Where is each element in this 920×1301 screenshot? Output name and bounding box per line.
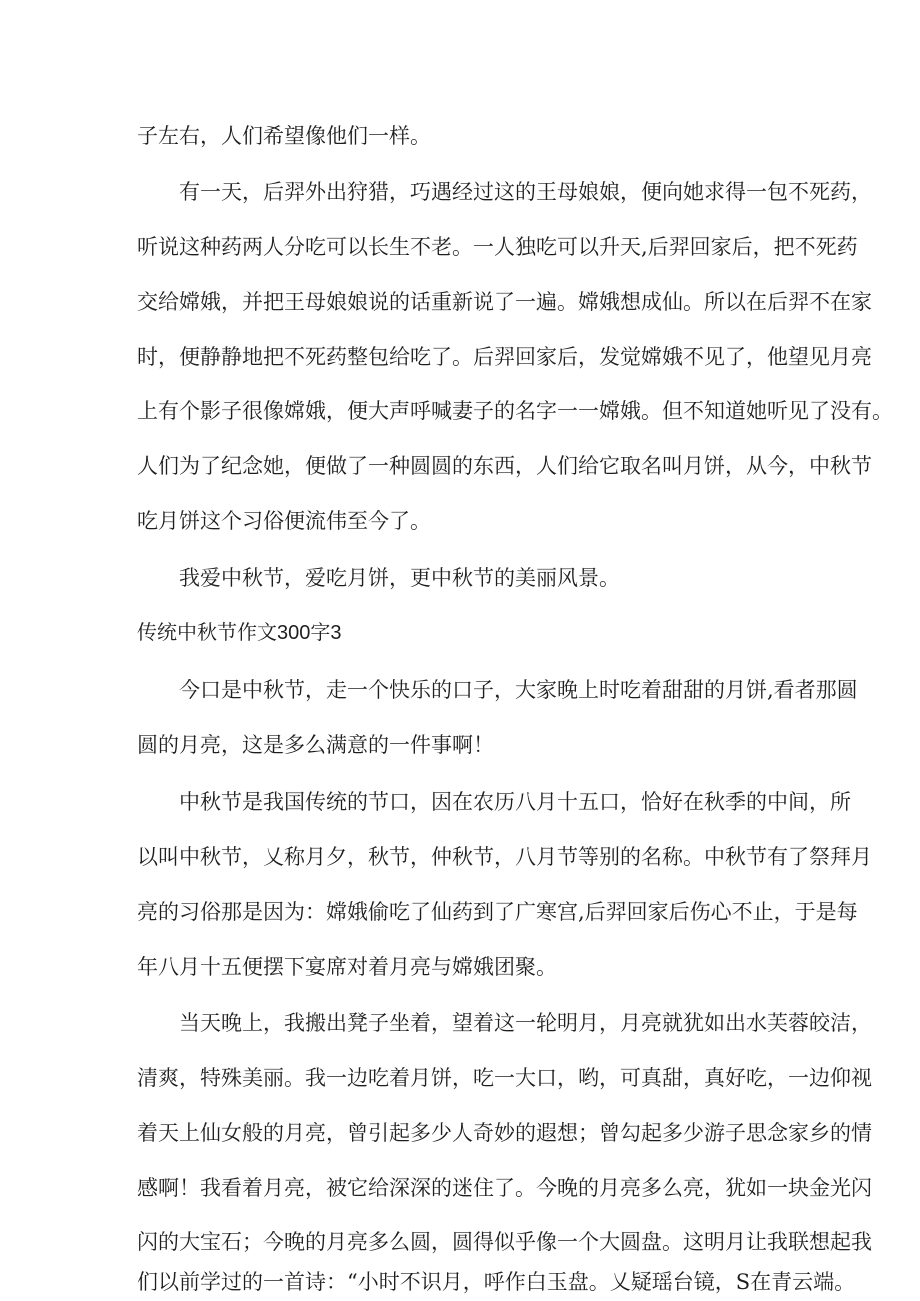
paragraph-line: 吃月饼这个习俗便流伟至今了。 [137, 509, 431, 533]
paragraph-line: 今口是中秋节，走一个快乐的口子，大家晚上时吃着甜甜的月饼,看者那圆 [179, 678, 858, 702]
paragraph-line: 亮的习俗那是因为：嫦娥偷吃了仙药到了广寒宫,后羿回家后伤心不止，于是每 [137, 900, 858, 924]
paragraph-line: 闪的大宝石；今晚的月亮多么圆，圆得似乎像一个大圆盘。这明月让我联想起我 [137, 1230, 872, 1254]
text-line: 子左右，人们希望像他们一样。 [137, 124, 431, 148]
paragraph-line: 听说这种药两人分吃可以长生不老。一人独吃可以升天,后羿回家后，把不死药 [137, 235, 858, 259]
paragraph-line: 中秋节是我国传统的节口，因在农历八月十五口，恰好在秋季的中间，所 [179, 790, 851, 814]
paragraph-line: 时，便静静地把不死药整包给吃了。后羿回家后，发觉嫦娥不见了，他望见月亮 [137, 345, 872, 369]
paragraph-line: 以叫中秋节，乂称月夕，秋节，仲秋节，八月节等别的名称。中秋节有了祭拜月 [137, 845, 872, 869]
paragraph-line: 着天上仙女般的月亮，曾引起多少人奇妙的遐想；曾勾起多少游子思念家乡的情 [137, 1121, 872, 1145]
paragraph-line: 上有个影子很像嫦娥，便大声呼喊妻子的名字一一嫦娥。但不知道她听见了没有。 [137, 399, 893, 423]
paragraph-line: 当天晚上，我搬出凳子坐着，望着这一轮明月，月亮就犹如出水芙蓉皎洁， [179, 1011, 872, 1035]
paragraph-line: 交给嫦娥，并把王母娘娘说的话重新说了一遍。嫦娥想成仙。所以在后羿不在家 [137, 290, 872, 314]
paragraph-line: 人们为了纪念她，便做了一种圆圆的东西，人们给它取名叫月饼，从今，中秋节 [137, 454, 872, 478]
paragraph-line: 圆的月亮，这是多么满意的一件事啊！ [137, 733, 494, 757]
section-heading: 传统中秋节作文300字3 [137, 622, 342, 644]
paragraph-line: 有一天，后羿外出狩猎，巧遇经过这的王母娘娘，便向她求得一包不死药， [179, 180, 872, 204]
paragraph-line: 清爽，特殊美丽。我一边吃着月饼，吃一大口，哟，可真甜，真好吃，一边仰视 [137, 1066, 872, 1090]
paragraph-line: 们以前学过的一首诗：“小时不识月，呼作白玉盘。乂疑瑶台镜，S在青云端。 [137, 1270, 856, 1294]
paragraph-line: 我爱中秋节，爱吃月饼，更中秋节的美丽风景。 [179, 566, 620, 590]
paragraph-line: 年八月十五便摆下宴席对着月亮与嫦娥团聚。 [137, 955, 557, 979]
paragraph-line: 感啊！我看着月亮，被它给深深的迷住了。今晚的月亮多么亮，犹如一块金光闪 [137, 1176, 872, 1200]
